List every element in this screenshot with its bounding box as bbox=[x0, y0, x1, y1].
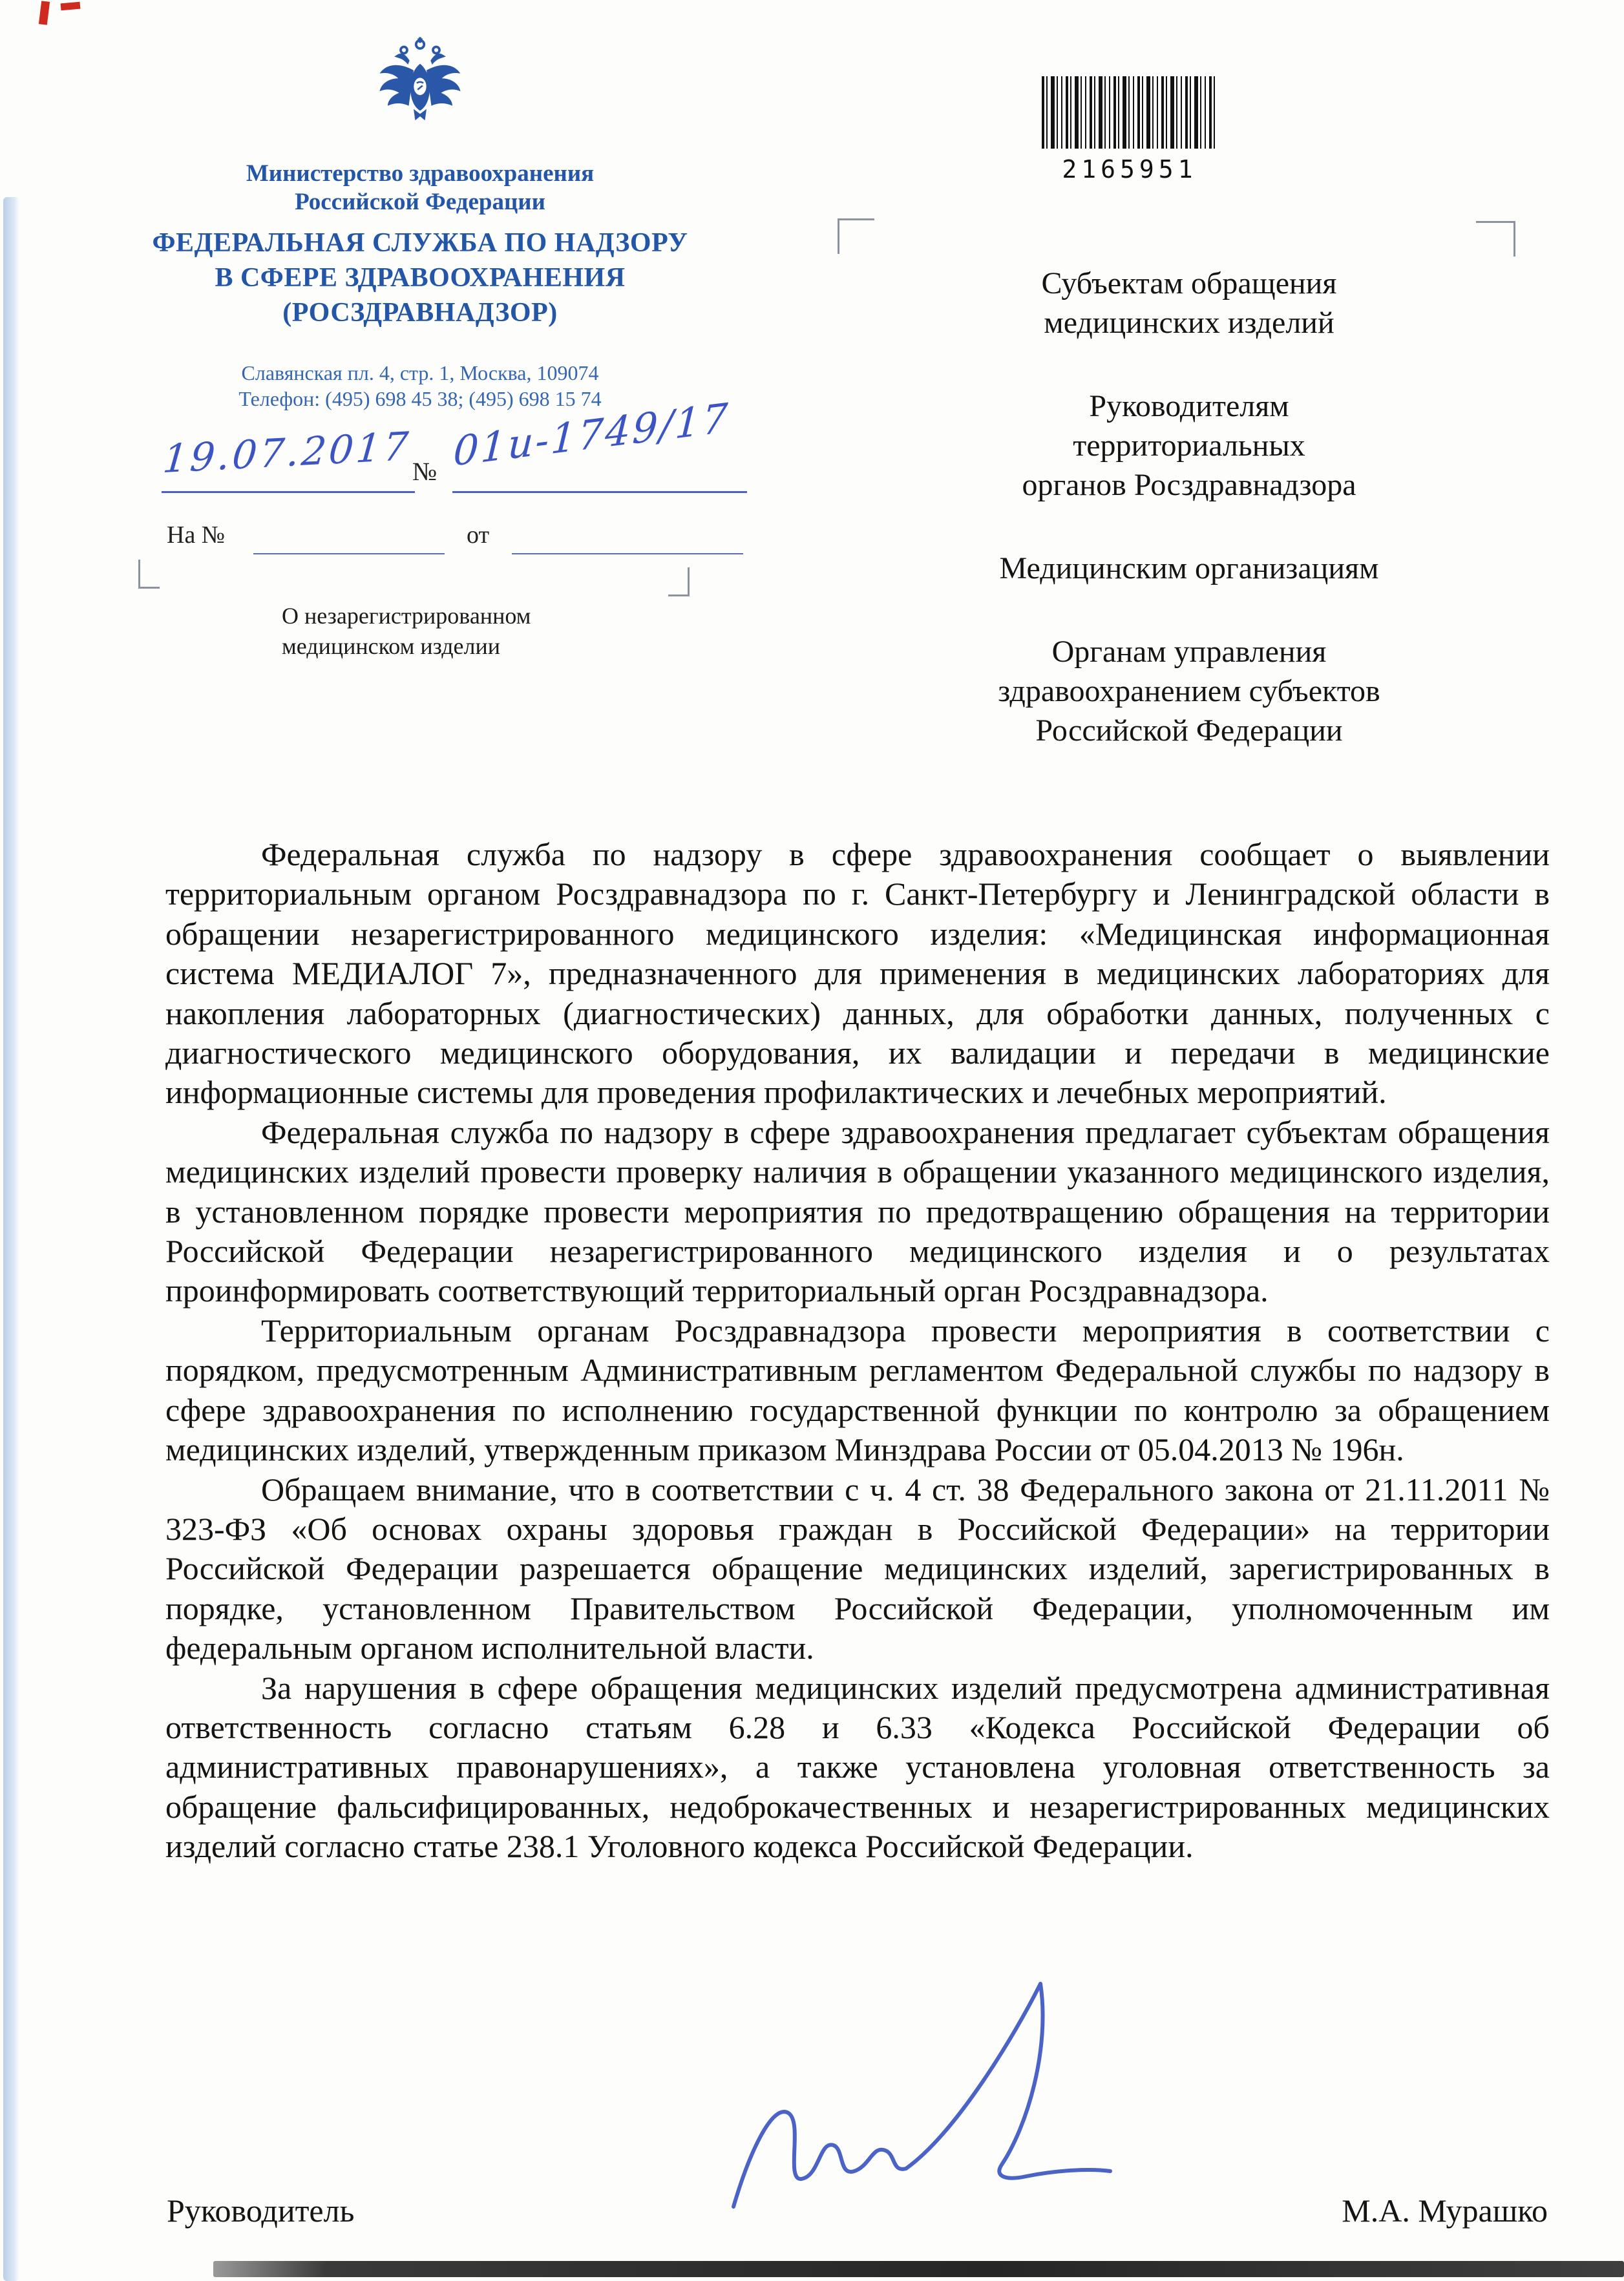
barcode-number: 2165951 bbox=[1062, 155, 1197, 184]
subject-text: О незарегистрированном bbox=[282, 603, 531, 629]
date-underline bbox=[162, 491, 415, 493]
service-line: ФЕДЕРАЛЬНАЯ СЛУЖБА ПО НАДЗОРУ bbox=[152, 228, 688, 258]
document-barcode bbox=[1042, 76, 1216, 149]
subject-text: медицинском изделии bbox=[282, 633, 501, 659]
scan-red-mark bbox=[39, 1, 50, 25]
reply-to-label: На № bbox=[167, 521, 226, 549]
recipient bbox=[931, 386, 1448, 505]
ministry-line: Министерство здравоохранения bbox=[246, 160, 595, 187]
number-symbol: № bbox=[412, 457, 438, 486]
ministry-name bbox=[97, 160, 743, 216]
recipient-line: здравоохранением субъектов bbox=[998, 674, 1380, 708]
recipient bbox=[931, 549, 1448, 588]
body-paragraph: Обращаем внимание, что в соответствии с ч. 4 ст. 38 Федерального закона от 21.11.2011 № 323-ФЗ «Об основах охраны здоровья граждан в Российской Федерации» на территории Российской Федерации разрешается обращение медицинских изделий, зарегистрированных в порядке, установленном Правительством Российской Федерации, уполномоченным им федеральным органом исполнительной власти. bbox=[165, 1471, 1550, 1666]
handwritten-signature bbox=[717, 1958, 1144, 2229]
reference-zone-corner-mark bbox=[668, 567, 690, 596]
letter-body bbox=[165, 835, 1550, 1867]
scan-bottom-edge bbox=[213, 2261, 1624, 2277]
recipient-line: территориальных bbox=[1073, 428, 1305, 463]
handwritten-date: 19.07.2017 bbox=[161, 423, 413, 483]
handwritten-outgoing-number: 01и-1749/17 bbox=[452, 394, 731, 476]
recipient-line: органов Росздравнадзора bbox=[1022, 468, 1356, 502]
reply-from-label: от bbox=[467, 521, 490, 549]
signer-title: Руководитель bbox=[167, 2192, 355, 2229]
address-line: Славянская пл. 4, стр. 1, Москва, 109074 bbox=[241, 361, 599, 384]
reply-number-underline bbox=[253, 553, 445, 554]
recipients bbox=[931, 264, 1448, 794]
recipient-line: медицинских изделий bbox=[1044, 306, 1334, 340]
reference-zone-corner-mark bbox=[138, 560, 160, 589]
phone-line: Телефон: (495) 698 45 38; (495) 698 15 74 bbox=[238, 387, 602, 410]
scan-edge-artifact bbox=[3, 197, 19, 2281]
recipient bbox=[931, 264, 1448, 342]
subject-line bbox=[282, 601, 644, 662]
letterhead bbox=[97, 36, 743, 412]
russia-coat-of-arms-icon bbox=[372, 36, 469, 126]
body-paragraph: Территориальным органам Росздравнадзора провести мероприятия в соответствии с порядком, предусмотренным Административным регламентом Федеральной службы по надзору в сфере здравоохранения по исполнению государственной функции по контролю за обращением медицинских изделий, утвержденным приказом Минздрава России от 05.04.2013 № 196н. bbox=[165, 1312, 1550, 1468]
recipient-line: Субъектам обращения bbox=[1041, 266, 1337, 300]
service-line: (РОСЗДРАВНАДЗОР) bbox=[282, 298, 558, 328]
body-paragraph: Федеральная служба по надзору в сфере здравоохранения сообщает о выявлении территориальным органом Росздравнадзора по г. Санкт-Петербургу и Ленинградской области в обращении незарегистрированного медицинского изделия: «Медицинская информационная система МЕДИАЛОГ 7», предназначенного для применения в медицинских лабораториях для накопления лабораторных (диагностических) данных, для обработки данных, полученных с диагностического медицинского оборудования, их валидации и передачи в медицинские информационные системы для проведения профилактических и лечебных мероприятий. bbox=[165, 836, 1550, 1111]
addressee-zone-corner-mark bbox=[1476, 221, 1515, 257]
signer-name: М.А. Мурашко bbox=[1342, 2192, 1548, 2229]
ministry-line: Российской Федерации bbox=[295, 189, 545, 215]
scan-red-mark bbox=[61, 2, 81, 11]
service-name bbox=[97, 226, 743, 330]
recipient-line: Органам управления bbox=[1051, 635, 1327, 669]
recipient-line: Руководителям bbox=[1089, 389, 1289, 423]
body-paragraph: За нарушения в сфере обращения медицинских изделий предусмотрена административная ответственность согласно статьям 6.28 и 6.33 «Кодекса Российской Федерации об административных правонарушениях», а также установлена уголовная ответственность за обращение фальсифицированных, недоброкачественных и незарегистрированных медицинских изделий согласно статье 238.1 Уголовного кодекса Российской Федерации. bbox=[165, 1669, 1550, 1865]
recipient bbox=[931, 632, 1448, 750]
reply-date-underline bbox=[512, 553, 743, 554]
body-paragraph: Федеральная служба по надзору в сфере здравоохранения предлагает субъектам обращения медицинских изделий провести проверку наличия в обращении указанного медицинского изделия, в установленном порядке провести мероприятия по предотвращению обращения на территории Российской Федерации незарегистрированного медицинского изделия и о результатах проинформировать соответствующий территориальный орган Росздравнадзора. bbox=[165, 1113, 1550, 1309]
addressee-zone-corner-mark bbox=[838, 218, 874, 254]
recipient-line: Медицинским организациям bbox=[999, 551, 1379, 585]
service-line: В СФЕРЕ ЗДРАВООХРАНЕНИЯ bbox=[215, 263, 626, 293]
number-underline bbox=[452, 491, 747, 493]
recipient-line: Российской Федерации bbox=[1035, 713, 1343, 748]
